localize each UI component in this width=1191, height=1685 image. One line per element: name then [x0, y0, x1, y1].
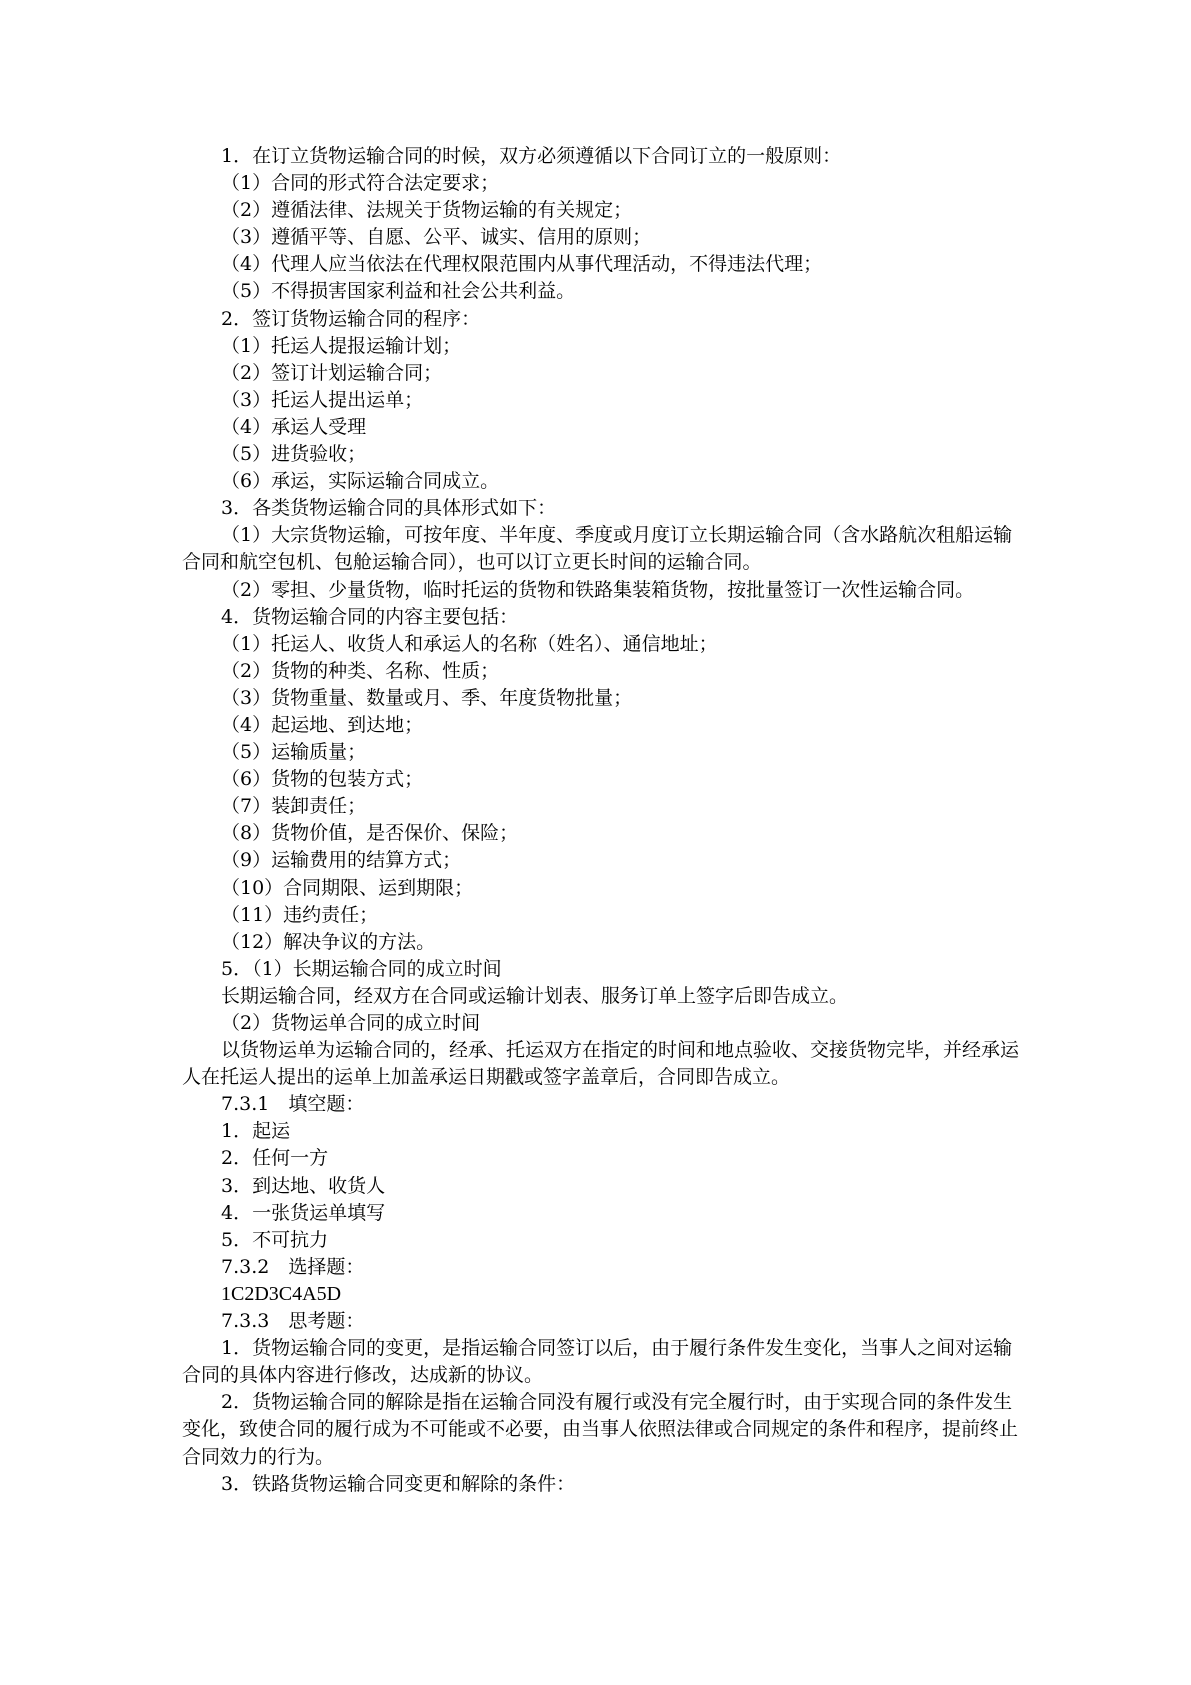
paragraph-p6: （5）不得损害国家利益和社会公共利益。 [221, 280, 576, 303]
paragraph-p33: 以货物运单为运输合同的，经承、托运双方在指定的时间和地点验收、交接货物完毕，并经承运人在托运人提出的运单上加盖承运日期戳或签字盖章后，合同即告成立。 [182, 1039, 1020, 1089]
paragraph-p21: （4）起运地、到达地； [221, 713, 424, 736]
paragraph-p40: 7.3.2 选择题： [221, 1255, 365, 1278]
document-body [182, 143, 1020, 1498]
paragraph-p35: 1．起运 [221, 1120, 291, 1143]
paragraph-p20: （3）货物重量、数量或月、季、年度货物批量； [221, 686, 633, 709]
paragraph-p18: （1）托运人、收货人和承运人的名称（姓名）、通信地址； [221, 632, 718, 655]
paragraph-p9: （2）签订计划运输合同； [221, 361, 443, 384]
paragraph-p8: （1）托运人提报运输计划； [221, 334, 462, 357]
paragraph-p4: （3）遵循平等、自愿、公平、诚实、信用的原则； [221, 226, 652, 249]
paragraph-p38: 4．一张货运单填写 [221, 1201, 386, 1224]
paragraph-p7: 2．签订货物运输合同的程序： [221, 307, 481, 330]
paragraph-p29: （12）解决争议的方法。 [221, 930, 436, 953]
paragraph-p43: 1．货物运输合同的变更，是指运输合同签订以后，由于履行条件发生变化，当事人之间对运输合同的具体内容进行修改，达成新的协议。 [182, 1337, 1013, 1387]
paragraph-p15: （1）大宗货物运输，可按年度、半年度、季度或月度订立长期运输合同（含水路航次租船运输合同和航空包机、包舱运输合同），也可以订立更长时间的运输合同。 [182, 524, 1013, 574]
paragraph-p11: （4）承运人受理 [221, 415, 367, 438]
paragraph-p22: （5）运输质量； [221, 741, 367, 764]
paragraph-p25: （8）货物价值，是否保价、保险； [221, 822, 519, 845]
paragraph-p26: （9）运输费用的结算方式； [221, 849, 462, 872]
paragraph-p16: （2）零担、少量货物，临时托运的货物和铁路集装箱货物，按批量签订一次性运输合同。 [221, 578, 975, 601]
paragraph-p44: 2．货物运输合同的解除是指在运输合同没有履行或没有完全履行时，由于实现合同的条件发生变化，致使合同的履行成为不可能或不必要，由当事人依照法律或合同规定的条件和程序，提前终止合同效力的行为。 [182, 1391, 1019, 1468]
paragraph-p19: （2）货物的种类、名称、性质； [221, 659, 500, 682]
paragraph-p39: 5．不可抗力 [221, 1228, 329, 1251]
paragraph-p34: 7.3.1 填空题： [221, 1093, 365, 1116]
paragraph-p14: 3．各类货物运输合同的具体形式如下： [221, 497, 557, 520]
paragraph-p13: （6）承运，实际运输合同成立。 [221, 470, 500, 493]
paragraph-p42: 7.3.3 思考题： [221, 1310, 365, 1333]
paragraph-p30: 5．（1）长期运输合同的成立时间 [221, 957, 502, 980]
paragraph-p28: （11）违约责任； [221, 903, 379, 926]
paragraph-p12: （5）进货验收； [221, 443, 367, 466]
paragraph-p37: 3．到达地、收货人 [221, 1174, 386, 1197]
paragraph-p31: 长期运输合同，经双方在合同或运输计划表、服务订单上签字后即告成立。 [221, 984, 849, 1007]
paragraph-p10: （3）托运人提出运单； [221, 388, 424, 411]
paragraph-p5: （4）代理人应当依法在代理权限范围内从事代理活动，不得违法代理； [221, 253, 823, 276]
paragraph-p24: （7）装卸责任； [221, 795, 367, 818]
paragraph-p23: （6）货物的包装方式； [221, 768, 424, 791]
paragraph-p2: （1）合同的形式符合法定要求； [221, 172, 500, 195]
paragraph-p36: 2．任何一方 [221, 1147, 329, 1170]
paragraph-p17: 4．货物运输合同的内容主要包括： [221, 605, 519, 628]
paragraph-p45: 3．铁路货物运输合同变更和解除的条件： [221, 1472, 576, 1495]
paragraph-p27: （10）合同期限、运到期限； [221, 876, 474, 899]
paragraph-p3: （2）遵循法律、法规关于货物运输的有关规定； [221, 199, 633, 222]
paragraph-p32: （2）货物运单合同的成立时间 [221, 1012, 481, 1034]
paragraph-p41: 1C2D3C4A5D [221, 1282, 342, 1305]
paragraph-p1: 1．在订立货物运输合同的时候，双方必须遵循以下合同订立的一般原则： [221, 145, 842, 167]
